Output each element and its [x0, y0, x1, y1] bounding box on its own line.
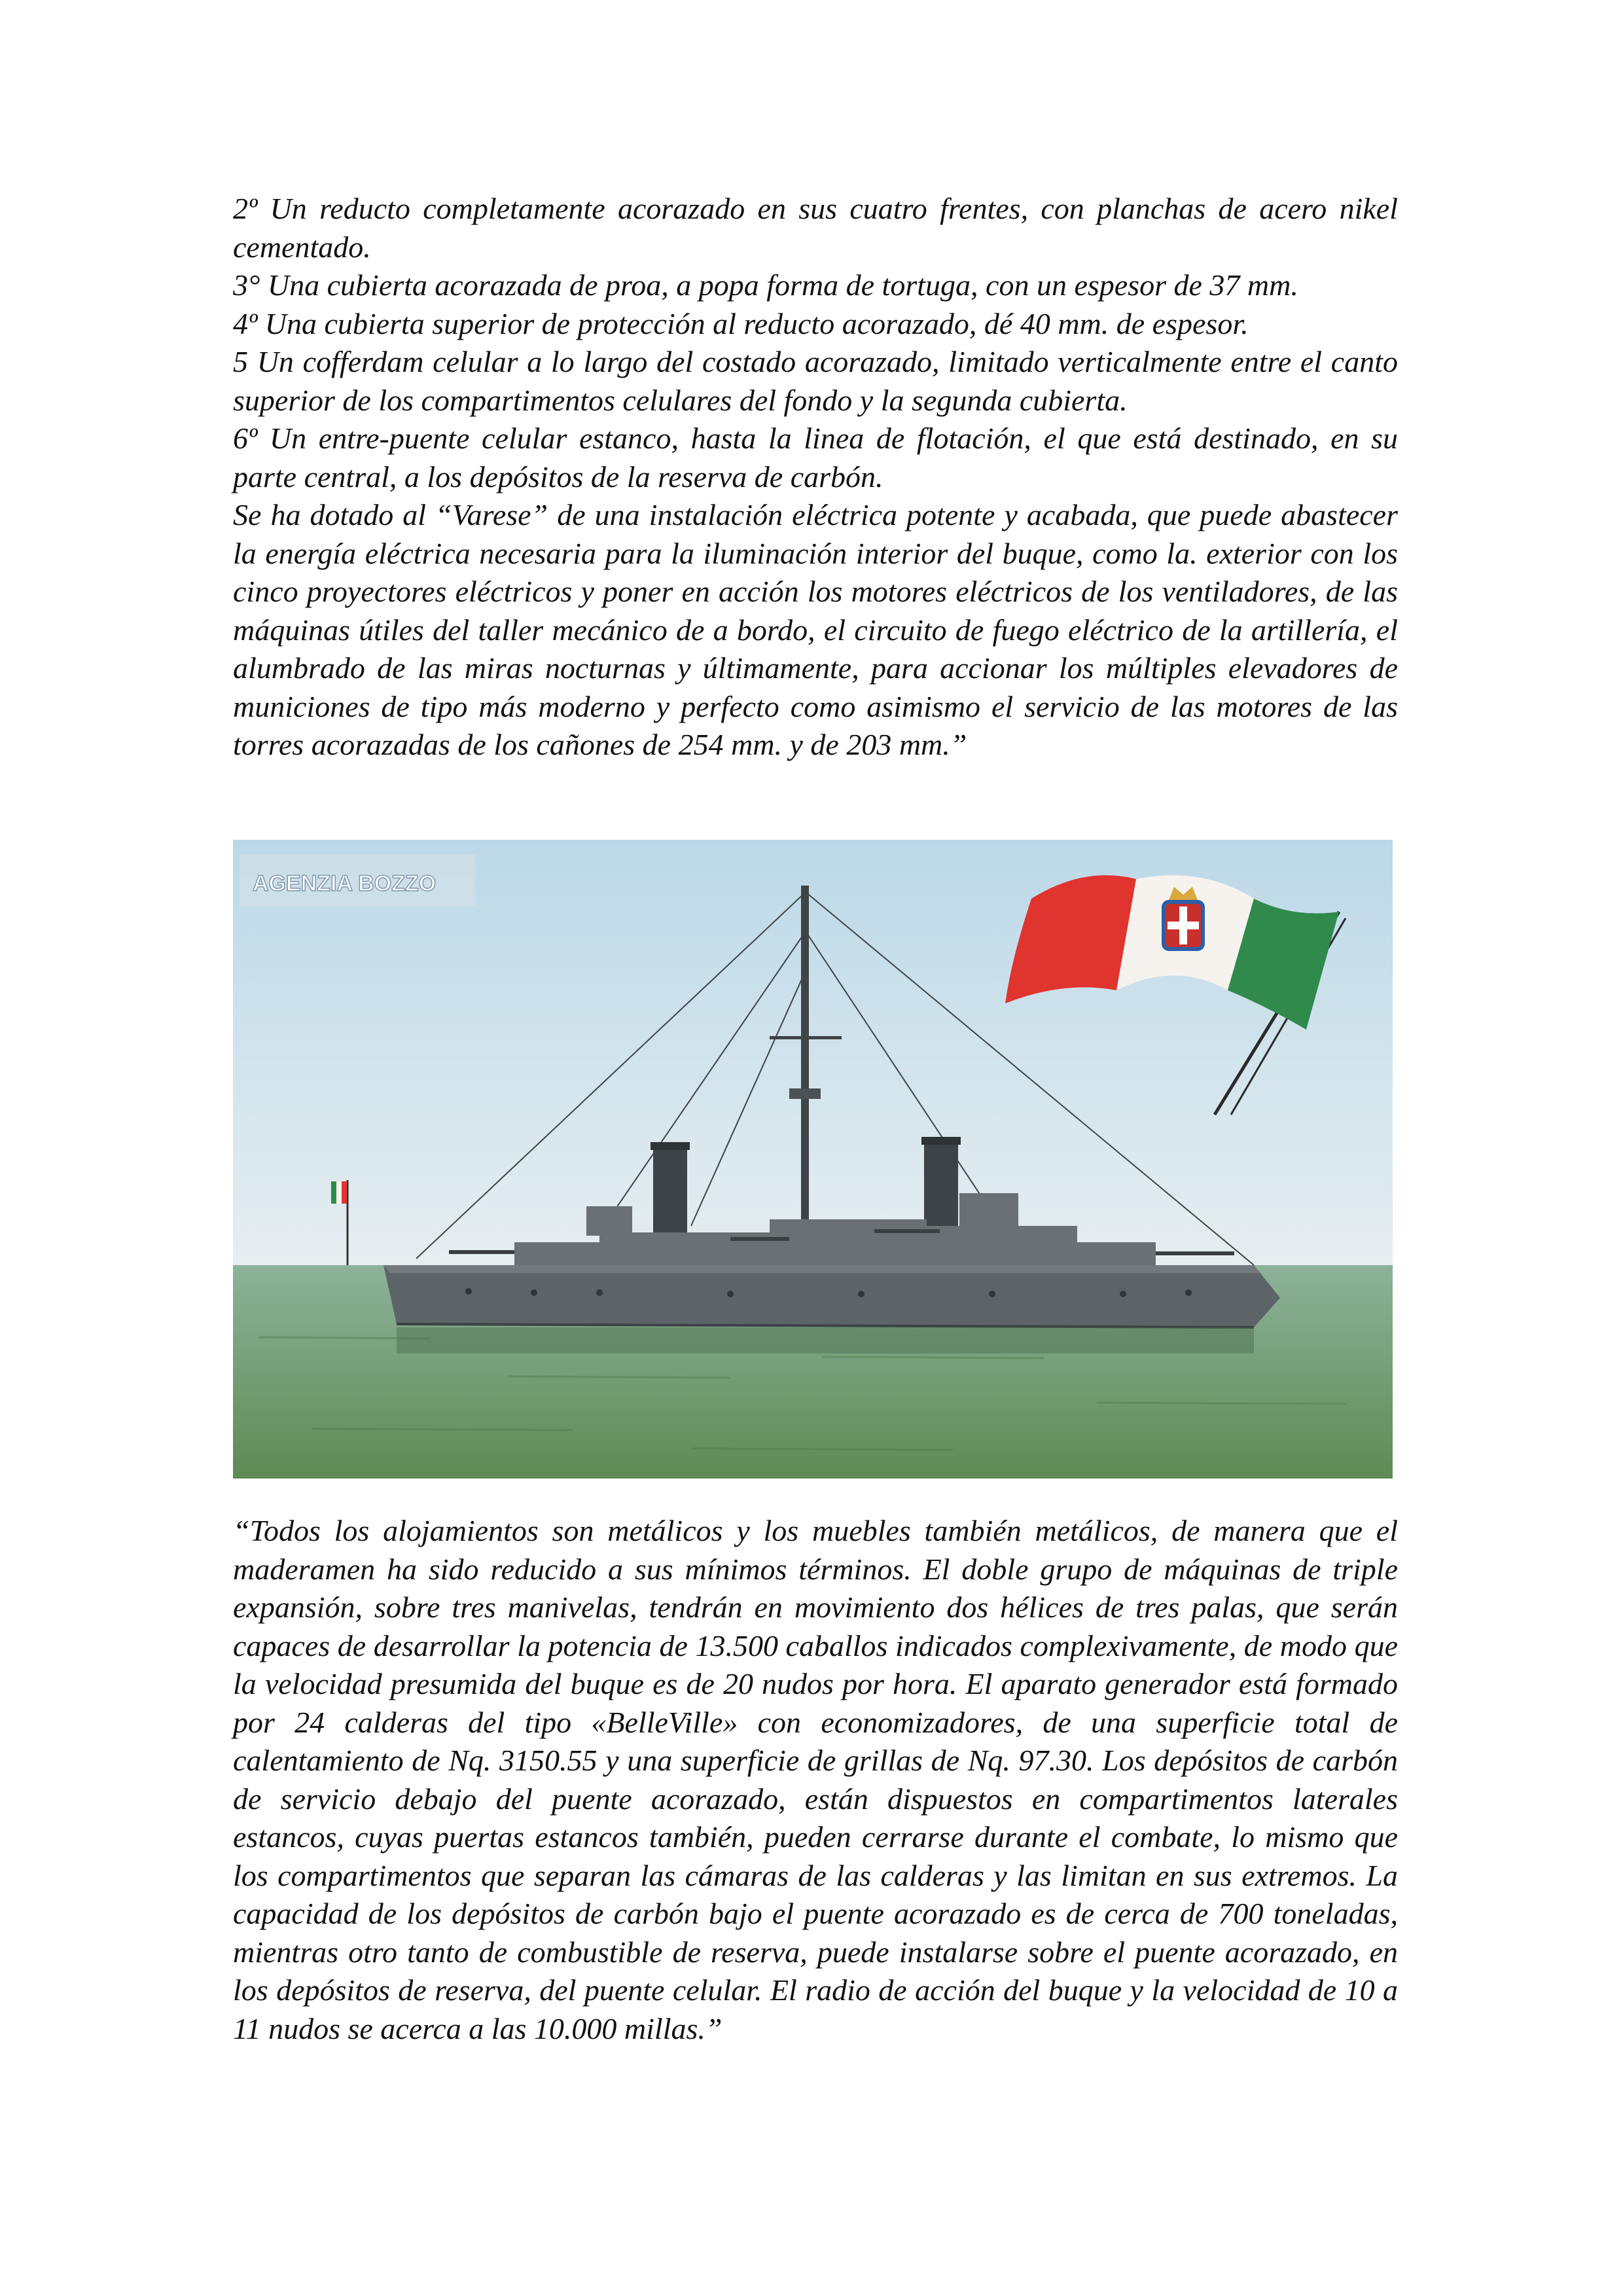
paragraph-armored-deck: 3° Una cubierta acorazada de proa, a popa forma de tortuga, con un espesor de 37 mm. [233, 268, 1298, 302]
watermark-text: AGENZIA BOZZO [253, 871, 437, 896]
hull-reflection [397, 1327, 1254, 1354]
forward-funnel [653, 1146, 687, 1244]
paragraph-upper-deck: 4º Una cubierta superior de protección al reducto acorazado, dé 40 mm. de espesor. [233, 306, 1249, 340]
watermark [240, 854, 475, 906]
bottom-text-block [233, 1512, 1398, 2048]
battleship-drawing [233, 840, 1393, 1479]
paragraph-armored-redoubt: 2º Un reducto completamente acorazado en sus cuatro frentes, con planchas de acero nikel cementado. [233, 192, 1398, 264]
top-text-block [233, 190, 1398, 764]
hull [383, 1265, 1280, 1327]
paragraph-electrical-installation: Se ha dotado al “Varese” de una instalación eléctrica potente y acabada, que puede abastecer la energía eléctrica necesaria para la iluminación interior del buque, como la. exterior con los cinco proyectores eléctricos y poner en acción los motores eléctricos de los ventiladores, de las máquinas útiles del taller mecánico de a bordo, el circuito de fuego eléctrico de la artillería, el alumbrado de las miras nocturnas y últimamente, para accionar los múltiples elevadores de municiones de tipo más moderno y perfecto como asimismo el servicio de las motores de las torres acorazadas de los cañones de 254 mm. y de 203 mm.” [233, 498, 1398, 761]
paragraph-accommodations-machinery: “Todos los alojamientos son metálicos y los muebles también metálicos, de manera que el maderamen ha sido reducido a sus mínimos términos. El doble grupo de máquinas de triple expansión, sobre tres manivelas, tendrán en movimiento dos hélices de tres palas, que serán capaces de desarrollar la potencia de 13.500 caballos indicados complexivamente, de modo que la velocidad presumida del buque es de 20 nudos por hora. El aparato generador está formado por 24 calderas del tipo «BelleVille» con economizadores, de una superficie total de calentamiento de Nq. 3150.55 y una superficie de grillas de Nq. 97.30. Los depósitos de carbón de servicio debajo del puente acorazado, están dispuestos en compartimentos laterales estancos, cuyas puertas estancos también, pueden cerrarse durante el combate, lo mismo que los compartimentos que separan las cámaras de las calderas y las limitan en sus extremos. La capacidad de los depósitos de carbón bajo el puente acorazado es de cerca de 700 toneladas, mientras otro tanto de combustible de reserva, puede instalarse sobre el puente acorazado, en los depósitos de reserva, del puente celular. El radio de acción del buque y la velocidad de 10 a 11 nudos se acerca a las 10.000 millas.” [233, 1514, 1398, 2045]
paragraph-between-deck: 6º Un entre-puente celular estanco, hasta la linea de flotación, el que está destinado, en su parte central, a los depósitos de la reserva de carbón. [233, 422, 1398, 493]
stern-flag [331, 1181, 347, 1204]
fighting-top [789, 1088, 821, 1099]
battleship-illustration [233, 840, 1393, 1479]
main-mast [801, 886, 809, 1239]
paragraph-cofferdam: 5 Un cofferdam celular a lo largo del costado acorazado, limitado verticalmente entre el canto superior de los compartimentos celulares del fondo y la segunda cubierta. [233, 345, 1398, 417]
